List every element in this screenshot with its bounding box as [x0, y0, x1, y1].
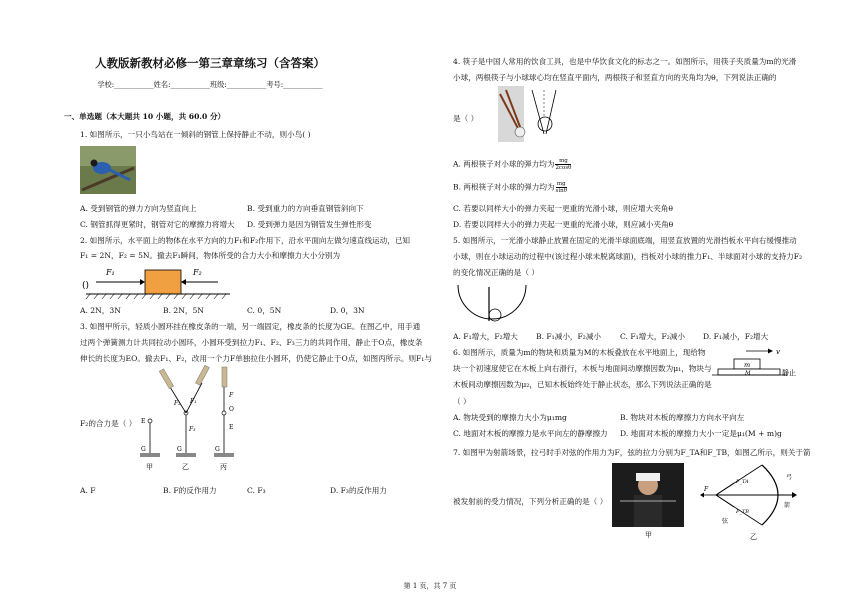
section-heading: 一、单选题（本大题共 10 小题，共 60.0 分） [64, 112, 226, 121]
q2-line-1: 2. 如图所示，水平面上的物体在水平方向的力F₁和F₂作用下，沿水平面向左做匀速直线运动，已知 [80, 236, 411, 245]
q2-f1-label: F₁ [106, 268, 115, 277]
q3-option-a: A. F [80, 486, 96, 495]
q4-line-1: 4. 筷子是中国人常用的饮食工具，也是中华饮食文化的标志之一。如图所示，用筷子夹质量为m的光滑 [453, 57, 797, 66]
q1-option-b: B. 受到重力的方向垂直钢管斜向下 [247, 204, 364, 213]
svg-text:v: v [776, 348, 780, 356]
svg-text:O: O [229, 406, 234, 413]
svg-text:m: m [744, 361, 751, 369]
q2-option-b: B. 2N，5N [163, 306, 204, 315]
q6-line-2: 块一个初速度使它在木板上向右滑行，木板与地面间动摩擦因数为μ₁，物块与 [453, 364, 712, 373]
svg-text:F: F [229, 392, 234, 399]
q5-option-d: D. F₁减小，F₂增大 [703, 332, 769, 341]
q6-line-1: 6. 如图所示，质量为m的物块和质量为M的木板叠放在水平地面上，现给物 [453, 348, 706, 357]
svg-text:E: E [141, 418, 146, 425]
q4-chopsticks-figure [498, 86, 562, 142]
q6-option-d: D. 地面对木板的摩擦力大小一定是μ₁(M + m)g [620, 429, 782, 438]
q5-hemisphere-diagram [456, 283, 528, 327]
q6-line-3: 木板间动摩擦因数为μ₂，已知木板始终处于静止状态，那么下列说法正确的是 [453, 380, 712, 389]
q5-line-2: 小球，则在小球运动的过程中(该过程小球未脱离球面)，挡板对小球的推力F₁、半球面对小球的支持力F₂ [453, 252, 803, 261]
svg-text:F: F [704, 486, 709, 493]
q1-stem: 1. 如图所示，一只小鸟站在一倾斜的钢管上保持静止不动，则小鸟( ) [80, 130, 311, 139]
q3-line-2: 过两个弹簧测力计共同拉动小圆环，小圆环受到拉力F₁、F₂、F₃三力的共同作用，静止于O点，橡皮条 [80, 338, 423, 347]
q2-f2-label: F₂ [193, 268, 202, 277]
q5-line-3: 的变化情况正确的是（ ） [453, 268, 539, 277]
q4-option-d: D. 若要以同样大小的弹力夹起一更重的光滑小球，则应减小夹角θ [453, 220, 674, 229]
q4-line-2: 小球，两根筷子与小球球心均在竖直平面内，两根筷子和竖直方向的夹角均为θ，下列说法正确的 [453, 73, 777, 82]
svg-text:F_TB: F_TB [736, 509, 749, 515]
q2-block-diagram [78, 262, 238, 300]
q5-option-a: A. F₁增大，F₂增大 [453, 332, 518, 341]
q7-fig-jia: 甲 [645, 531, 652, 539]
q3-fig-bing: 丙 [220, 463, 227, 471]
q1-option-a: A. 受到钢管的弹力方向为竖直向上 [80, 204, 197, 213]
svg-text:弦: 弦 [722, 518, 729, 525]
q6-still-label: 静止 [782, 369, 796, 377]
student-info-line: 学校:___________姓名:___________班级:___________考号:___________ [97, 80, 323, 89]
page-title: 人教版新教材必修一第三章章练习（含答案） [95, 56, 325, 70]
q2-option-a: A. 2N，3N [80, 306, 121, 315]
q3-fig-yi: 乙 [182, 463, 189, 471]
svg-text:E: E [229, 424, 234, 431]
q7-line-2: 被发射前的受力情况，下列分析正确的是（ ） [453, 497, 608, 506]
q5-option-c: C. F₁增大，F₂减小 [620, 332, 685, 341]
q4-line-3: 是（ ） [453, 114, 479, 123]
q3-fig-jia: 甲 [146, 463, 153, 471]
page-footer: 第 1 页，共 7 页 [403, 582, 457, 590]
svg-text:F₁: F₁ [190, 398, 197, 405]
svg-text:M: M [745, 370, 751, 377]
q3-option-c: C. F₃ [247, 486, 266, 495]
svg-text:F₂: F₂ [174, 400, 181, 407]
svg-text:F_TA: F_TA [736, 479, 749, 485]
q4-option-b: B. 两根筷子对小球的弹力均为 $\frac{mg}{\sin\theta}$ [453, 181, 567, 194]
q7-archery-photo [612, 463, 684, 539]
q6-option-b: B. 物块对木板的摩擦力方向水平向左 [620, 413, 745, 422]
q6-block-board-diagram [712, 345, 804, 385]
q3-option-b: B. F的反作用力 [163, 486, 217, 495]
q5-line-1: 5. 如图所示，一光滑小球静止放置在固定的光滑半球面底端，用竖直放置的光滑挡板水平向右缓慢推动 [453, 236, 797, 245]
q3-option-d: D. F₃的反作用力 [330, 486, 387, 495]
bird-photo [80, 146, 136, 194]
svg-text:(): () [82, 281, 90, 291]
svg-text:G: G [177, 446, 182, 453]
q1-option-c: C. 钢管抓得更紧时，钢管对它的摩擦力将增大 [80, 220, 235, 229]
q5-option-b: B. F₁减小，F₂减小 [536, 332, 602, 341]
q7-bow-force-diagram [700, 463, 800, 543]
q6-line-4: （ ） [453, 397, 471, 406]
q2-option-c: C. 0，5N [247, 306, 282, 315]
svg-text:箭: 箭 [784, 502, 791, 509]
q1-option-d: D. 受到弹力是因为钢管发生弹性形变 [247, 220, 372, 229]
svg-text:G: G [141, 446, 146, 453]
svg-text:F₃: F₃ [189, 426, 196, 433]
q3-line-1: 3. 如图甲所示，轻质小圆环挂在橡皮条的一端，另一端固定，橡皮条的长度为GE。在图乙中，用手通 [80, 322, 421, 331]
q7-fig-yi: 乙 [750, 533, 757, 541]
q2-line-2: F₁ = 2N，F₂ = 5N。撤去F₁瞬间，物体所受的合力大小和摩擦力大小分别为 [80, 251, 341, 260]
q3-line-4: F₂的合力是（ ） [80, 419, 137, 428]
q4-option-c: C. 若要以同样大小的弹力夹起一更重的光滑小球，则应增大夹角θ [453, 204, 673, 213]
svg-text:G: G [215, 446, 220, 453]
q7-line-1: 7. 如图甲为射箭场景，拉弓时手对弦的作用力为F，弦的拉力分别为F_TA和F_TB，如图乙所示，则关于箭 [453, 448, 811, 457]
svg-text:弓: 弓 [786, 474, 793, 481]
q3-rubber-band-diagram [136, 365, 248, 475]
q6-option-a: A. 物块受到的摩擦力大小为μ₁mg [453, 413, 567, 422]
q3-line-3: 伸长的长度为EO。撤去F₁、F₂，改用一个力F单独拉住小圆环，仍使它静止于O点，如图丙所示。则F₁与 [80, 354, 432, 363]
q4-option-a: A. 两根筷子对小球的弹力均为 $\frac{mg}{2\cos\theta}$ [453, 158, 572, 171]
q6-option-c: C. 地面对木板的摩擦力是水平向左的静摩擦力 [453, 429, 608, 438]
q2-option-d: D. 0，3N [330, 306, 365, 315]
